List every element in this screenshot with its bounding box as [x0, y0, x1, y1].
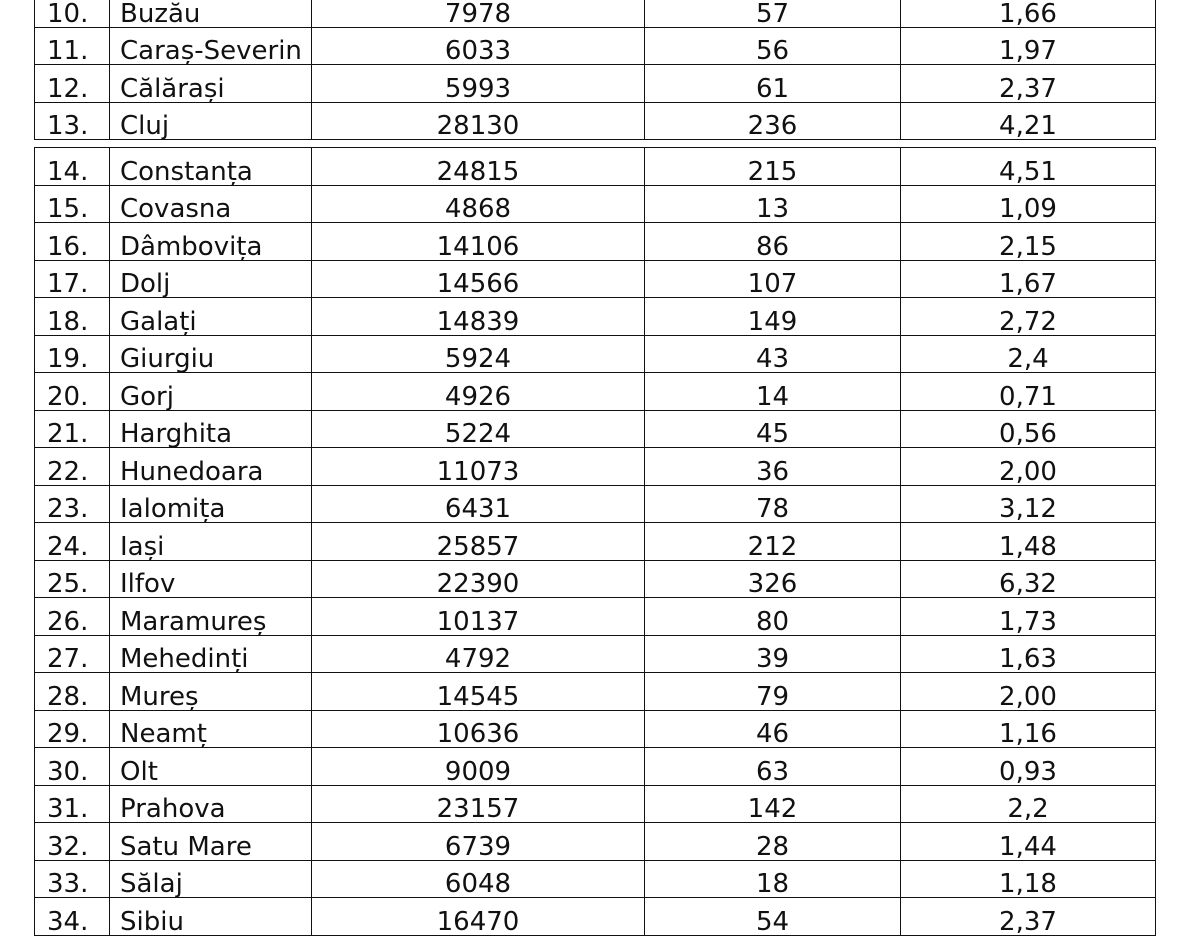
value-2-cell: 54 — [645, 898, 901, 936]
county-name-cell: Cluj — [110, 102, 312, 140]
value-3-cell: 1,97 — [901, 27, 1156, 65]
value-2-cell: 326 — [645, 560, 901, 598]
value-3-cell: 1,09 — [901, 185, 1156, 223]
row-number-cell: 15. — [35, 185, 110, 223]
county-name-cell: Satu Mare — [110, 823, 312, 861]
value-2-cell: 215 — [645, 148, 901, 186]
value-3-cell: 1,44 — [901, 823, 1156, 861]
table-row — [35, 260, 1156, 298]
county-name-cell: Sibiu — [110, 898, 312, 936]
value-1-cell: 4868 — [312, 185, 645, 223]
value-2-cell: 57 — [645, 0, 901, 27]
value-1-cell: 10636 — [312, 710, 645, 748]
table-row — [35, 598, 1156, 636]
value-2-cell: 149 — [645, 298, 901, 336]
row-number-cell: 16. — [35, 223, 110, 261]
table-row — [35, 710, 1156, 748]
row-number-cell: 13. — [35, 102, 110, 140]
row-number-cell: 25. — [35, 560, 110, 598]
value-1-cell: 11073 — [312, 448, 645, 486]
table-row — [35, 748, 1156, 786]
county-table-bottom — [34, 147, 1156, 936]
row-number-cell: 34. — [35, 898, 110, 936]
row-number-cell: 17. — [35, 260, 110, 298]
county-name-cell: Ialomița — [110, 485, 312, 523]
value-3-cell: 1,16 — [901, 710, 1156, 748]
value-3-cell: 1,66 — [901, 0, 1156, 27]
county-name-cell: Sălaj — [110, 860, 312, 898]
value-1-cell: 16470 — [312, 898, 645, 936]
value-3-cell: 0,93 — [901, 748, 1156, 786]
value-2-cell: 107 — [645, 260, 901, 298]
value-1-cell: 4792 — [312, 635, 645, 673]
county-name-cell: Galați — [110, 298, 312, 336]
value-2-cell: 36 — [645, 448, 901, 486]
table-row — [35, 373, 1156, 411]
value-2-cell: 142 — [645, 785, 901, 823]
value-3-cell: 2,72 — [901, 298, 1156, 336]
county-name-cell: Caraș-Severin — [110, 27, 312, 65]
table-row — [35, 823, 1156, 861]
table-row — [35, 785, 1156, 823]
value-2-cell: 79 — [645, 673, 901, 711]
row-number-cell: 33. — [35, 860, 110, 898]
row-number-cell: 19. — [35, 335, 110, 373]
value-1-cell: 5993 — [312, 65, 645, 103]
table-row — [35, 0, 1156, 27]
row-number-cell: 10. — [35, 0, 110, 27]
table-row — [35, 410, 1156, 448]
table-row — [35, 148, 1156, 186]
value-1-cell: 14839 — [312, 298, 645, 336]
value-2-cell: 56 — [645, 27, 901, 65]
county-name-cell: Mureș — [110, 673, 312, 711]
county-table-top — [34, 0, 1156, 140]
row-number-cell: 20. — [35, 373, 110, 411]
value-2-cell: 46 — [645, 710, 901, 748]
value-1-cell: 14545 — [312, 673, 645, 711]
county-name-cell: Covasna — [110, 185, 312, 223]
row-number-cell: 23. — [35, 485, 110, 523]
table-row — [35, 448, 1156, 486]
value-2-cell: 45 — [645, 410, 901, 448]
value-1-cell: 6033 — [312, 27, 645, 65]
value-3-cell: 2,15 — [901, 223, 1156, 261]
value-3-cell: 2,37 — [901, 898, 1156, 936]
table-row — [35, 65, 1156, 103]
table-row — [35, 185, 1156, 223]
value-2-cell: 28 — [645, 823, 901, 861]
value-1-cell: 23157 — [312, 785, 645, 823]
county-name-cell: Gorj — [110, 373, 312, 411]
row-number-cell: 31. — [35, 785, 110, 823]
value-2-cell: 18 — [645, 860, 901, 898]
value-2-cell: 78 — [645, 485, 901, 523]
value-1-cell: 14106 — [312, 223, 645, 261]
value-2-cell: 61 — [645, 65, 901, 103]
value-1-cell: 5224 — [312, 410, 645, 448]
county-name-cell: Olt — [110, 748, 312, 786]
row-number-cell: 29. — [35, 710, 110, 748]
value-3-cell: 1,73 — [901, 598, 1156, 636]
value-3-cell: 2,4 — [901, 335, 1156, 373]
table-row — [35, 673, 1156, 711]
county-name-cell: Giurgiu — [110, 335, 312, 373]
county-name-cell: Ilfov — [110, 560, 312, 598]
value-3-cell: 3,12 — [901, 485, 1156, 523]
value-3-cell: 1,67 — [901, 260, 1156, 298]
value-2-cell: 212 — [645, 523, 901, 561]
table-row — [35, 485, 1156, 523]
value-1-cell: 5924 — [312, 335, 645, 373]
table-row — [35, 860, 1156, 898]
table-row — [35, 335, 1156, 373]
county-name-cell: Mehedinți — [110, 635, 312, 673]
row-number-cell: 27. — [35, 635, 110, 673]
value-3-cell: 4,51 — [901, 148, 1156, 186]
value-1-cell: 14566 — [312, 260, 645, 298]
county-name-cell: Iași — [110, 523, 312, 561]
value-3-cell: 2,2 — [901, 785, 1156, 823]
value-2-cell: 13 — [645, 185, 901, 223]
value-3-cell: 1,18 — [901, 860, 1156, 898]
county-name-cell: Dâmbovița — [110, 223, 312, 261]
value-3-cell: 2,00 — [901, 448, 1156, 486]
table-row — [35, 27, 1156, 65]
row-number-cell: 22. — [35, 448, 110, 486]
value-1-cell: 9009 — [312, 748, 645, 786]
value-2-cell: 39 — [645, 635, 901, 673]
table-row — [35, 298, 1156, 336]
value-3-cell: 2,00 — [901, 673, 1156, 711]
row-number-cell: 11. — [35, 27, 110, 65]
county-name-cell: Prahova — [110, 785, 312, 823]
table-row — [35, 523, 1156, 561]
county-name-cell: Buzău — [110, 0, 312, 27]
value-2-cell: 14 — [645, 373, 901, 411]
table-row — [35, 102, 1156, 140]
value-1-cell: 25857 — [312, 523, 645, 561]
county-name-cell: Hunedoara — [110, 448, 312, 486]
value-2-cell: 43 — [645, 335, 901, 373]
value-3-cell: 1,48 — [901, 523, 1156, 561]
value-1-cell: 7978 — [312, 0, 645, 27]
row-number-cell: 28. — [35, 673, 110, 711]
value-3-cell: 6,32 — [901, 560, 1156, 598]
row-number-cell: 24. — [35, 523, 110, 561]
row-number-cell: 32. — [35, 823, 110, 861]
county-name-cell: Călărași — [110, 65, 312, 103]
county-name-cell: Harghita — [110, 410, 312, 448]
table-row — [35, 560, 1156, 598]
row-number-cell: 21. — [35, 410, 110, 448]
value-2-cell: 80 — [645, 598, 901, 636]
value-1-cell: 24815 — [312, 148, 645, 186]
value-3-cell: 0,56 — [901, 410, 1156, 448]
value-1-cell: 6431 — [312, 485, 645, 523]
value-3-cell: 2,37 — [901, 65, 1156, 103]
table-row — [35, 635, 1156, 673]
table-row — [35, 223, 1156, 261]
row-number-cell: 30. — [35, 748, 110, 786]
value-3-cell: 1,63 — [901, 635, 1156, 673]
county-name-cell: Maramureș — [110, 598, 312, 636]
row-number-cell: 26. — [35, 598, 110, 636]
value-1-cell: 4926 — [312, 373, 645, 411]
value-1-cell: 28130 — [312, 102, 645, 140]
value-3-cell: 0,71 — [901, 373, 1156, 411]
table-row — [35, 898, 1156, 936]
row-number-cell: 14. — [35, 148, 110, 186]
value-1-cell: 6048 — [312, 860, 645, 898]
row-number-cell: 12. — [35, 65, 110, 103]
value-1-cell: 10137 — [312, 598, 645, 636]
row-number-cell: 18. — [35, 298, 110, 336]
value-2-cell: 236 — [645, 102, 901, 140]
value-2-cell: 63 — [645, 748, 901, 786]
county-name-cell: Constanța — [110, 148, 312, 186]
value-2-cell: 86 — [645, 223, 901, 261]
value-1-cell: 6739 — [312, 823, 645, 861]
county-name-cell: Dolj — [110, 260, 312, 298]
value-1-cell: 22390 — [312, 560, 645, 598]
county-name-cell: Neamț — [110, 710, 312, 748]
value-3-cell: 4,21 — [901, 102, 1156, 140]
